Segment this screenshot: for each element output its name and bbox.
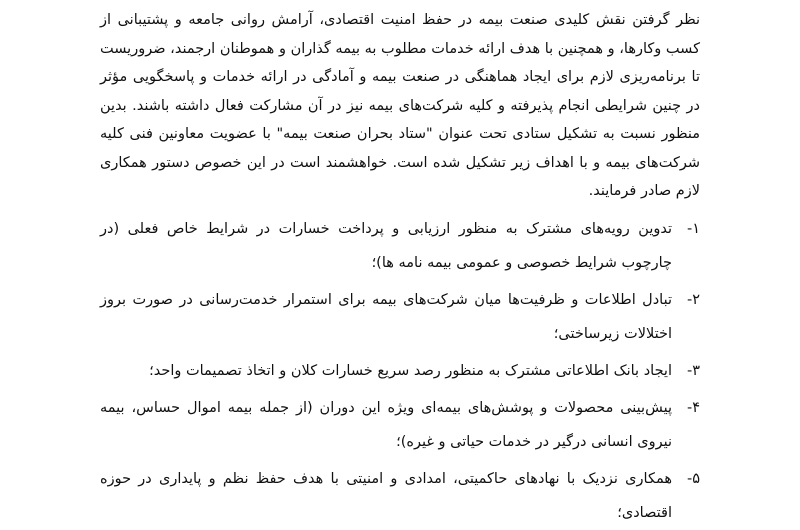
list-item-number: ۵-	[686, 470, 700, 487]
list-item-number: ۳-	[686, 362, 700, 379]
list-item-text: ایجاد بانک اطلاعاتی مشترک به منظور رصد سریع خسارات کلان و اتخاذ تصمیمات واحد؛	[149, 362, 672, 379]
objectives-list	[100, 212, 700, 530]
list-item	[100, 354, 700, 388]
list-item	[100, 212, 700, 280]
list-item-number: ۱-	[686, 220, 700, 237]
list-item	[100, 283, 700, 351]
list-item	[100, 391, 700, 459]
list-item-number: ۲-	[686, 291, 700, 308]
list-item-number: ۴-	[686, 399, 700, 416]
list-item-text: همکاری نزدیک با نهادهای حاکمیتی، امدادی و امنیتی با هدف حفظ نظم و پایداری در حوزه اقتصادی؛	[100, 470, 672, 521]
list-item	[100, 462, 700, 530]
list-item-text: تدوین رویه‌های مشترک به منظور ارزیابی و پرداخت خسارات در شرایط خاص فعلی (در چارچوب شرایط خصوصی و عمومی بیمه نامه ها)؛	[100, 220, 672, 271]
list-item-text: تبادل اطلاعات و ظرفیت‌ها میان شرکت‌های بیمه برای استمرار خدمت‌رسانی در صورت بروز اختلالات زیرساختی؛	[100, 291, 672, 342]
intro-paragraph: نظر گرفتن نقش کلیدی صنعت بیمه در حفظ امنیت اقتصادی، آرامش روانی جامعه و پشتیبانی از کسب وکارها، و همچنین با هدف ارائه خدمات مطلوب به بیمه گذاران و هموطنان ارجمند، ضروریست تا برنامه‌ریزی لازم برای ایجاد هماهنگی در صنعت بیمه و آمادگی در ارائه خدمات و پاسخگویی مؤثر در چنین شرایطی انجام پذیرفته و کلیه شرکت‌های بیمه نیز در آن مشارکت فعال داشته باشند. بدین منظور نسبت به تشکیل ستادی تحت عنوان "ستاد بحران صنعت بیمه" با عضویت معاونین فنی کلیه شرکت‌های بیمه و با اهداف زیر تشکیل شده است. خواهشمند است در این خصوص دستور همکاری لازم صادر فرمایند.	[100, 12, 700, 199]
list-item-text: پیش‌بینی محصولات و پوشش‌های بیمه‌ای ویژه این دوران (از جمله بیمه اموال حساس، بیمه نیروی انسانی درگیر در خدمات حیاتی و غیره)؛	[100, 399, 672, 450]
